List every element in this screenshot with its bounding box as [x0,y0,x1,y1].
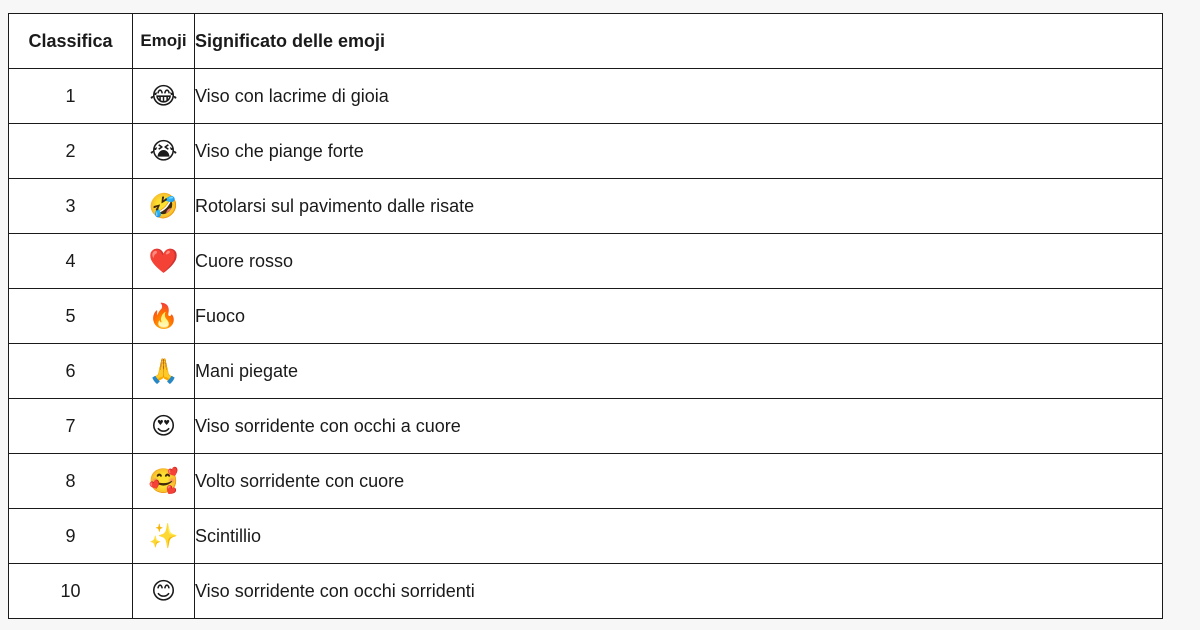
emoji-glyph: 😭 [149,136,178,165]
meaning-value: Viso sorridente con occhi a cuore [195,399,1163,454]
smiling-face-with-smiling-eyes-icon [133,564,195,619]
rank-value: 3 [9,179,133,234]
table-row [9,454,1163,509]
emoji-glyph: 🤣 [148,191,179,220]
emoji-glyph: ❤️ [148,246,179,275]
meaning-value: Mani piegate [195,344,1163,399]
emoji-glyph: 😍 [150,411,177,440]
meaning-value: Volto sorridente con cuore [195,454,1163,509]
rank-value: 5 [9,289,133,344]
meaning-value: Viso sorridente con occhi sorridenti [195,564,1163,619]
table-row [9,234,1163,289]
table-row [9,69,1163,124]
emoji-ranking-container [8,13,1162,619]
emoji-ranking-table [8,13,1163,619]
emoji-glyph: 🔥 [148,301,179,330]
table-row [9,124,1163,179]
table-row [9,399,1163,454]
meaning-value: Viso che piange forte [195,124,1163,179]
rank-value: 7 [9,399,133,454]
meaning-value: Scintillio [195,509,1163,564]
emoji-glyph: 🙏 [148,356,179,385]
fire-icon [133,289,195,344]
meaning-value: Rotolarsi sul pavimento dalle risate [195,179,1163,234]
emoji-glyph: 😊 [150,576,177,605]
meaning-value: Viso con lacrime di gioia [195,69,1163,124]
rank-value: 6 [9,344,133,399]
rank-value: 8 [9,454,133,509]
column-header-rank: Classifica [9,14,133,69]
smiling-face-with-heart-eyes-icon [133,399,195,454]
loudly-crying-face-icon [133,124,195,179]
table-row [9,289,1163,344]
rank-value: 2 [9,124,133,179]
table-row [9,509,1163,564]
table-row [9,344,1163,399]
folded-hands-icon [133,344,195,399]
emoji-glyph: ✨ [148,521,179,550]
meaning-value: Cuore rosso [195,234,1163,289]
rolling-on-the-floor-laughing-icon [133,179,195,234]
table-header-row [9,14,1163,69]
column-header-meaning: Significato delle emoji [195,14,1163,69]
rank-value: 9 [9,509,133,564]
meaning-value: Fuoco [195,289,1163,344]
emoji-glyph: 😂 [149,81,178,110]
column-header-emoji: Emoji [133,14,195,69]
table-body [9,69,1163,619]
table-row [9,564,1163,619]
table-header [9,14,1163,69]
smiling-face-with-hearts-icon [133,454,195,509]
rank-value: 4 [9,234,133,289]
red-heart-icon [133,234,195,289]
rank-value: 10 [9,564,133,619]
rank-value: 1 [9,69,133,124]
table-row [9,179,1163,234]
sparkles-icon [133,509,195,564]
emoji-glyph: 🥰 [148,466,179,495]
face-with-tears-of-joy-icon [133,69,195,124]
